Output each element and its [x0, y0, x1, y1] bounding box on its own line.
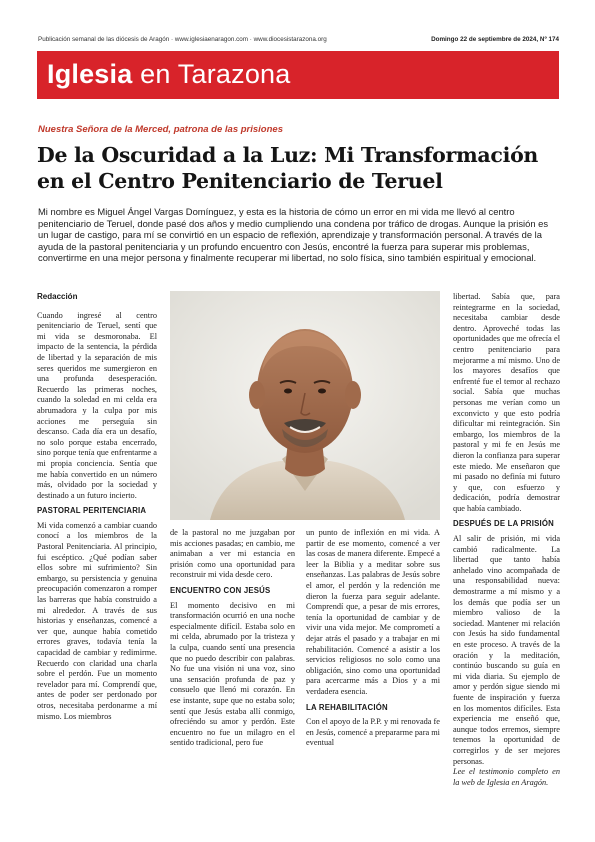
column-4 [453, 292, 560, 788]
paragraph: libertad. Sabía que, para reintegrarme en la sociedad, necesitaba cambiar desde dentro. Aproveché todas las oportunidades que me ofrecía el centro penitenciario para mejorarme a mí mismo. Uno de los mayores desafíos que enfrenté fue el temor al rechazo social. Sabía que muchas personas me verían como un exconvicto y que esto podría dificultar mi reintegración. Sin embargo, los miembros de la pastoral y mi fe en Jesús me dieron la confianza para superar este miedo. Me enseñaron que mi pasado no definía mi futuro y que, con esfuerzo y dedicación, podría demostrar que había cambiado. [453, 292, 560, 513]
publication-meta [38, 36, 559, 46]
paragraph: un punto de inflexión en mi vida. A partir de ese momento, comencé a ver las cosas de manera diferente. Empecé a leer la Biblia y a meditar sobre sus enseñanzas. Las palabras de Jesús sobre el amor, el perdón y la redención me dieron la fuerza para seguir adelante. Comprendí que, a pesar de mis errores, tenía la oportunidad de cambiar y de vivir una vida mejor. Me comprometí a dejar atrás el pasado y a trabajar en mi rehabilitación. Comencé a asistir a los servicios religiosos no solo como una obligación, sino como una oportunidad para acercarme más a Dios y a mi verdadera esencia. [306, 528, 440, 696]
section-heading: DESPUÉS DE LA PRISIÓN [453, 519, 554, 529]
masthead-title [47, 59, 290, 89]
paragraph: Con el apoyo de la P.P. y mi renovada fe en Jesús, comencé a prepararme para mi eventual [306, 717, 440, 748]
paragraph: Al salir de prisión, mi vida cambió radicalmente. La libertad que tanto había anhelado vino acompañada de una responsabilidad nueva: demostrarme a mí mismo y a los demás que podía ser un miembro valioso de la sociedad. Mantener mi relación con Jesús ha sido fundamental en este proceso. A través de la oración y la meditación, continúo buscando su guía en mi vida diaria. Su ejemplo de amor y perdón sigue siendo mi fuente de inspiración y fuerza en los momentos difíciles. Esta experiencia me enseñó que, aunque todos erremos, siempre tenemos la oportunidad de corregirlos y de ser mejores personas. [453, 534, 560, 766]
portrait-illustration [170, 291, 440, 520]
section-heading: LA REHABILITACIÓN [306, 702, 388, 712]
article-headline [37, 142, 562, 194]
article-kicker: Nuestra Señora de la Merced, patrona de las prisiones [38, 124, 283, 135]
paragraph: Cuando ingresé al centro penitenciario de Teruel, sentí que mi vida se desmoronaba. El impacto de la sentencia, la pérdida de libertad y la separación de mis seres queridos me sumergieron en una profunda desesperación. Recuerdo las primeras noches, cuando la soledad en mi celda era abrumadora y la culpa por mis acciones me perseguía sin descanso. Cada día era un desafío, no solo porque estaba encerrado, sino porque tenía que enfrentarme a mi propia conciencia. Sentía que me había convertido en un número más, olvidado por la sociedad y destinado a un futuro incierto. [37, 310, 157, 500]
byline: Redacción [37, 292, 78, 301]
masthead-title-light: en Tarazona [132, 59, 291, 89]
headline-line-1: De la Oscuridad a la Luz: Mi Transformación [37, 143, 539, 167]
publication-line: Publicación semanal de las diócesis de Aragón · www.iglesiaenaragon.com · www.diocesistarazona.org [38, 36, 327, 43]
column-1 [37, 292, 157, 722]
closing-note: Lee el testimonio completo en la web de Iglesia en Aragón. [453, 767, 560, 787]
headline-line-2: en el Centro Penitenciario de Teruel [37, 169, 443, 193]
masthead-title-bold: Iglesia [47, 59, 133, 89]
paragraph: de la pastoral no me juzgaban por mis acciones pasadas; en cambio, me animaban a ver mi estancia en prisión como una oportunidad para reconstruir mi vida desde cero. [170, 528, 295, 580]
paragraph: El momento decisivo en mi transformación ocurrió en una noche especialmente difícil. Estaba solo en mi celda, abrumado por la tristeza y la culpa, cuando sentí una presencia que no puedo describir con palabras. No fue una visión ni una voz, sino una sensación profunda de paz y consuelo que llenó mi corazón. En ese instante, supe que no estaba solo; sentí que Jesús estaba allí conmigo, ofreciéndo su amor y perdón. Este encuentro no fue un milagro en el sentido tradicional, pero fue [170, 600, 295, 748]
paragraph: Mi vida comenzó a cambiar cuando conocí a los miembros de la Pastoral Penitenciaria. Al principio, fui escéptico. ¿Qué podían saber ellos sobre mi sufrimiento? Sin embargo, su persistencia y genuina preocupación comenzaron a romper las barreras que había construido a mi alrededor. A través de sus historias y enseñanzas, comencé a ver que, aunque había cometido errores graves, todavía tenía la capacidad de cambiar y redimirme. Recuerdo con claridad una charla sobre el perdón. Fue un momento revelador para mí. Comprendí que, antes de poder ser perdonado por otros, necesitaba perdonarme a mí mismo. Los miembros [37, 520, 157, 721]
column-3 [306, 528, 440, 749]
portrait-photo [170, 291, 440, 520]
column-2 [170, 528, 295, 749]
issue-date: Domingo 22 de septiembre de 2024, Nº 174 [431, 36, 559, 43]
section-heading: PASTORAL PERITENCIARIA [37, 506, 147, 516]
article-lede: Mi nombre es Miguel Ángel Vargas Domínguez, y esta es la historia de cómo un error en mi vida me llevó al centro penitenciario de Teruel, donde pasé dos años y medio cumpliendo una condena por tráfico de drogas. Aunque la prisión es un lugar de castigo, para mí se convirtió en un espacio de reflexión, aprendizaje y transformación personal. A través de la ayuda de la pastoral penitenciaria y un profundo encuentro con Jesús, encontré la fuerza para superar mis problemas, convertirme en una mejor persona y finalmente recuperar mi libertad, no solo física, sino también espiritual y emocional. [38, 206, 549, 264]
masthead [37, 51, 559, 99]
section-heading: ENCUENTRO CON JESÚS [170, 585, 271, 595]
